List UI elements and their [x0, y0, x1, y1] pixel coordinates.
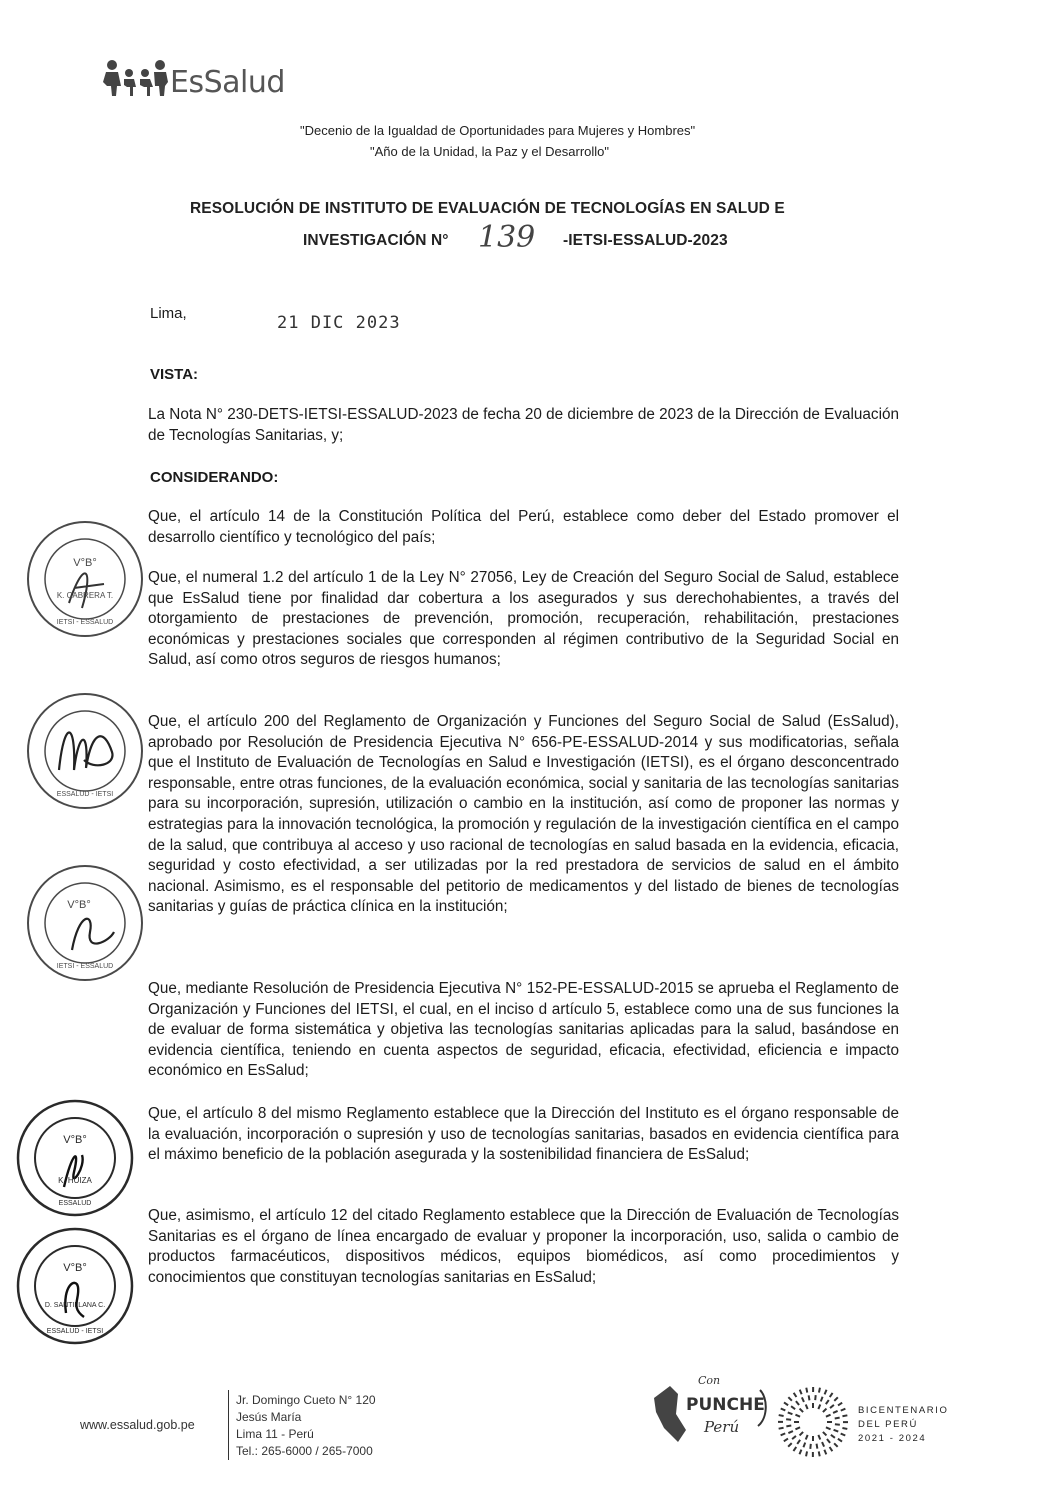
bicentenario-emblem-icon [775, 1384, 851, 1460]
emblem-ray [817, 1444, 818, 1449]
emblem-ray [830, 1393, 833, 1397]
emblem-ray [786, 1426, 791, 1427]
emblem-ray [822, 1442, 824, 1447]
resolution-title-line1: RESOLUCIÓN DE INSTITUTO DE EVALUACIÓN DE TECNOLOGÍAS EN SALUD E [190, 200, 785, 217]
svg-text:K. HUIZA: K. HUIZA [58, 1176, 92, 1185]
considerando-heading: CONSIDERANDO: [150, 469, 279, 486]
emblem-ray [796, 1401, 799, 1405]
emblem-ray [830, 1405, 834, 1408]
svg-text:K. CABRERA T.: K. CABRERA T. [56, 591, 114, 600]
emblem-ray [818, 1435, 820, 1440]
emblem-ray [821, 1397, 823, 1402]
con-punche-peru-logo [648, 1368, 772, 1448]
emblem-ray [831, 1435, 835, 1438]
emblem-ray [806, 1404, 808, 1409]
emblem-ray [826, 1427, 831, 1429]
bicentenario-years: 2021 - 2024 [858, 1433, 927, 1444]
emblem-ray [823, 1409, 827, 1413]
emblem-ray [784, 1402, 788, 1405]
svg-text:D. SANTILLANA C.: D. SANTILLANA C. [44, 1302, 106, 1309]
emblem-ray [799, 1450, 801, 1455]
emblem-ray [824, 1450, 826, 1455]
visa-stamp-icon [14, 1225, 136, 1347]
footer-address-line: Jesús María [236, 1410, 302, 1424]
considerando-paragraph: Que, el artículo 200 del Reglamento de Organización y Funciones del Seguro Social de Salud (EsSalud), aprobado por Resolución de Presidencia Ejecutiva N° 656-PE-ESSALUD-2014 y sus modificatorias, señala que el Instituto de Evaluación de Tecnologías en Salud e Investigación (IETSI), es el órgano desconcentrado responsable, entre otras funciones, de la evaluación económica, social y sanitaria de las tecnologías sanitarias para su incorporación, supresión, utilización o cambio en la institución, así como de proponer las normas y estrategias para la innovación tecnológica, la promoción y regulación de la investigación científica en el campo de la salud, que contribuya al acceso y uso racional de tecnologías en salud basada en la evidencia, eficacia, seguridad y costo efectividad, a ser utilizadas por la red prestadora de servicios de salud en el ámbito nacional. Asimismo, es el responsable del petitorio de medicamentos y del listado de bienes de tecnologías sanitarias y guías de práctica clínica en la institución; [148, 713, 899, 916]
emblem-ray [823, 1432, 827, 1436]
emblem-ray [788, 1431, 793, 1433]
family-figures-icon [102, 58, 168, 98]
footer-address-line: Jr. Domingo Cueto N° 120 [236, 1393, 376, 1407]
emblem-ray [788, 1397, 792, 1401]
vista-paragraph: La Nota N° 230-DETS-IETSI-ESSALUD-2023 de fecha 20 de diciembre de 2023 de la Dirección de Evaluación de Tecnologías Sanitarias, y; [148, 406, 899, 444]
emblem-ray [795, 1427, 800, 1429]
considerando-paragraph: Que, el artículo 8 del mismo Reglamento establece que la Dirección del Instituto es el órgano responsable de la evaluación, incorporación o supresión y uso de tecnologías sanitarias, basados en evidencia científica para el máximo beneficio de la población asegurada y la sostenibilidad financiera de EsSalud; [148, 1105, 899, 1164]
motto-decenio: "Decenio de la Igualdad de Oportunidades para Mujeres y Hombres" [300, 123, 696, 138]
considerando-paragraph: Que, el numeral 1.2 del artículo 1 de la Ley N° 27056, Ley de Creación del Seguro Social de Salud, establece que EsSalud tiene por finalidad dar cobertura a los asegurados y sus derechohabientes, a través del otorgamiento de prestaciones de prevención, promoción, recuperación, rehabilitación, prestaciones económicas y prestaciones sociales que corresponden al régimen contributivo de la Seguridad Social en Salud, así como otros seguros de riesgos humanos; [148, 569, 899, 669]
emblem-ray [819, 1388, 820, 1393]
punche-peru-text: Perú [704, 1418, 740, 1436]
emblem-ray [792, 1436, 796, 1439]
emblem-ray [806, 1388, 807, 1393]
emblem-ray [834, 1430, 839, 1432]
date-stamp: 21 DIC 2023 [277, 313, 401, 333]
visa-stamp-icon [24, 690, 146, 812]
svg-text:V°B°: V°B° [73, 557, 97, 569]
bicentenario-label: BICENTENARIO [858, 1405, 949, 1416]
emblem-ray [830, 1447, 833, 1451]
emblem-ray [791, 1406, 795, 1409]
emblem-ray [841, 1409, 846, 1411]
punche-con-text: Con [698, 1374, 721, 1387]
considerando-paragraph: Que, el artículo 14 de la Constitución Política del Perú, establece como deber del Estado promover el desarrollo científico y tecnológico del país; [148, 508, 899, 546]
emblem-ray [806, 1435, 808, 1440]
punche-main-text: PUNCHE [686, 1395, 765, 1415]
emblem-ray [838, 1439, 842, 1442]
considerando-paragraph: Que, mediante Resolución de Presidencia Ejecutiva N° 152-PE-ESSALUD-2015 se aprueba el Reglamento de Organización y Funciones del IETSI, el cual, en el inciso d artículo 5, establece como una de sus funciones la de evaluar de forma sistemática y objetiva las tecnologías sanitarias aplicadas para la salud, basándose en evidencia científica, teniendo en cuenta aspectos de seguridad, eficacia, efectividad, eficiencia e impacto económico en EsSalud; [148, 980, 899, 1080]
emblem-ray [800, 1409, 804, 1413]
emblem-ray [841, 1434, 846, 1436]
emblem-ray [788, 1412, 793, 1414]
emblem-ray [781, 1408, 786, 1410]
emblem-ray [842, 1428, 847, 1429]
footer-address-line: Lima 11 - Perú [236, 1427, 314, 1441]
vista-heading: VISTA: [150, 366, 199, 383]
svg-text:V°B°: V°B° [67, 899, 91, 911]
footer-website: www.essalud.gob.pe [80, 1418, 195, 1432]
bicentenario-label: DEL PERÚ [858, 1419, 918, 1430]
svg-text:V°B°: V°B° [63, 1134, 87, 1146]
emblem-ray [793, 1447, 796, 1451]
considerando-paragraph: Que, asimismo, el artículo 12 del citado Reglamento establece que la Dirección de Evaluación de Tecnologías Sanitarias es el órgano de línea encargado de evaluar y proponer la incorporación, uso, salida o cambio de productos farmacéuticos, dispositivos médicos, equipos biomédicos, así como procedimientos y conocimientos que constituyan tecnologías sanitarias en EsSalud; [148, 1207, 899, 1286]
emblem-ray [834, 1397, 838, 1401]
visa-stamp-icon [24, 862, 146, 984]
emblem-ray [797, 1440, 800, 1444]
footer-divider [228, 1390, 229, 1460]
emblem-ray [781, 1433, 786, 1435]
emblem-ray [809, 1395, 810, 1400]
essalud-logo [102, 58, 285, 98]
emblem-ray [826, 1415, 831, 1417]
emblem-ray [818, 1404, 820, 1409]
emblem-ray [834, 1443, 838, 1447]
emblem-ray [779, 1415, 784, 1416]
emblem-ray [800, 1390, 802, 1395]
emblem-ray [779, 1428, 784, 1429]
emblem-ray [825, 1390, 827, 1395]
svg-text:IETSI - ESSALUD: IETSI - ESSALUD [56, 963, 114, 970]
emblem-ray [795, 1415, 800, 1417]
emblem-ray [806, 1451, 807, 1456]
emblem-ray [819, 1451, 820, 1456]
emblem-ray [842, 1415, 847, 1416]
svg-text:ESSALUD: ESSALUD [58, 1200, 92, 1207]
emblem-ray [833, 1411, 838, 1413]
emblem-ray [784, 1439, 788, 1442]
svg-text:IETSI - ESSALUD: IETSI - ESSALUD [56, 619, 114, 626]
emblem-ray [802, 1397, 804, 1402]
emblem-ray [838, 1403, 842, 1406]
emblem-ray [826, 1400, 829, 1404]
visa-stamp-icon [24, 518, 146, 640]
emblem-ray [800, 1432, 804, 1436]
footer-phone: Tel.: 265-6000 / 265-7000 [236, 1444, 373, 1458]
emblem-ray [827, 1439, 830, 1443]
svg-text:ESSALUD - IETSI: ESSALUD - IETSI [56, 791, 114, 798]
svg-text:ESSALUD - IETSI: ESSALUD - IETSI [46, 1328, 104, 1335]
emblem-ray [835, 1418, 840, 1419]
visa-stamp-icon [14, 1097, 136, 1219]
emblem-ray [803, 1443, 805, 1448]
resolution-number-handwritten: 139 [478, 220, 536, 255]
logo-wordmark: EsSalud [170, 65, 285, 100]
place-label: Lima, [150, 305, 187, 322]
emblem-ray [794, 1393, 797, 1397]
resolution-title-prefix: INVESTIGACIÓN N° [303, 232, 449, 249]
emblem-ray [788, 1443, 792, 1447]
svg-text:V°B°: V°B° [63, 1262, 87, 1274]
motto-anio: "Año de la Unidad, la Paz y el Desarrollo" [370, 144, 610, 159]
resolution-title-suffix: -IETSI-ESSALUD-2023 [563, 232, 728, 249]
